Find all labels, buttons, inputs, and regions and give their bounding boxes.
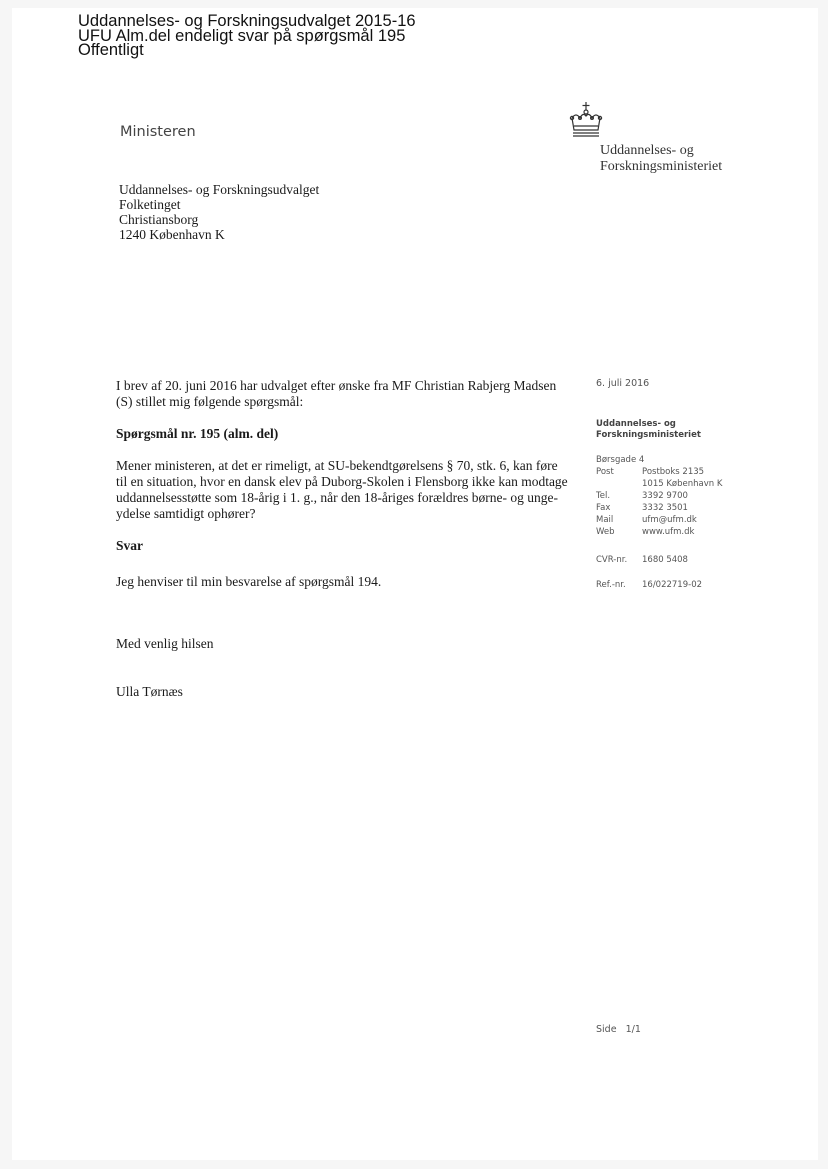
sidebar-tel bbox=[596, 491, 688, 502]
post-label: Post bbox=[596, 467, 614, 477]
sidebar-org bbox=[596, 419, 701, 441]
sidebar-street: Børsgade 4 bbox=[596, 455, 645, 465]
cvr-value: 1680 5408 bbox=[642, 555, 688, 565]
post-value: Postboks 2135 bbox=[642, 467, 705, 477]
question-line3: uddannelsesstøtte som 18-årig i 1. g., når den 18-åriges forældres børne- og unge- bbox=[116, 490, 559, 505]
question-paragraph bbox=[116, 458, 576, 522]
recipient-address bbox=[119, 182, 419, 242]
sidebar-post-city: 1015 København K bbox=[642, 479, 723, 489]
recipient-line1: Uddannelses- og Forskningsudvalget bbox=[119, 182, 320, 197]
sidebar-org-line1: Uddannelses- og bbox=[596, 419, 676, 429]
web-value: www.ufm.dk bbox=[642, 527, 695, 537]
sidebar-ref bbox=[596, 580, 702, 591]
mail-label: Mail bbox=[596, 515, 614, 525]
page-value: 1/1 bbox=[625, 1024, 641, 1035]
stamp-line-status: Offentligt bbox=[78, 41, 144, 59]
ref-label: Ref.-nr. bbox=[596, 580, 626, 590]
mail-value: ufm@ufm.dk bbox=[642, 515, 697, 525]
tel-value: 3392 9700 bbox=[642, 491, 688, 501]
answer-text: Jeg henviser til min besvarelse af spørgsmål 194. bbox=[116, 574, 382, 589]
sidebar-post bbox=[596, 467, 704, 478]
cvr-label: CVR-nr. bbox=[596, 555, 628, 565]
question-heading: Spørgsmål nr. 195 (alm. del) bbox=[116, 426, 279, 441]
closing-greeting: Med venlig hilsen bbox=[116, 636, 214, 651]
sidebar-fax bbox=[596, 503, 688, 514]
web-label: Web bbox=[596, 527, 615, 537]
stamp-line-committee: Uddannelses- og Forskningsudvalget 2015-16 bbox=[78, 12, 416, 30]
signature: Ulla Tørnæs bbox=[116, 684, 183, 699]
ministry-name-line1: Uddannelses- og bbox=[600, 143, 694, 158]
ref-value: 16/022719-02 bbox=[642, 580, 703, 590]
intro-line2: (S) stillet mig følgende spørgsmål: bbox=[116, 394, 304, 409]
intro-line1: I brev af 20. juni 2016 har udvalget efter ønske fra MF Christian Rabjerg Madsen bbox=[116, 378, 557, 393]
page-number bbox=[596, 1024, 641, 1035]
stamp-line-reference: UFU Alm.del endeligt svar på spørgsmål 195 bbox=[78, 27, 406, 45]
question-line4: ydelse samtidigt ophører? bbox=[116, 506, 256, 521]
recipient-line4: 1240 København K bbox=[119, 227, 225, 242]
answer-heading: Svar bbox=[116, 538, 143, 553]
sidebar-web bbox=[596, 527, 694, 538]
sidebar-org-line2: Forskningsministeriet bbox=[596, 430, 701, 440]
letter-date: 6. juli 2016 bbox=[596, 378, 650, 389]
intro-paragraph bbox=[116, 378, 576, 410]
question-line1: Mener ministeren, at det er rimeligt, at SU-bekendtgørelsens § 70, stk. 6, kan føre bbox=[116, 458, 558, 473]
question-line2: til en situation, hvor en dansk elev på Duborg-Skolen i Flensborg ikke kan modtage bbox=[116, 474, 568, 489]
crown-icon bbox=[566, 100, 606, 140]
page-label: Side bbox=[596, 1024, 617, 1035]
fax-label: Fax bbox=[596, 503, 611, 513]
ministry-name-line2: Forskningsministeriet bbox=[600, 159, 723, 174]
fax-value: 3332 3501 bbox=[642, 503, 688, 513]
recipient-line3: Christiansborg bbox=[119, 212, 199, 227]
sender-title: Ministeren bbox=[120, 124, 196, 140]
sidebar-mail bbox=[596, 515, 697, 526]
recipient-line2: Folketinget bbox=[119, 197, 181, 212]
ministry-name bbox=[600, 143, 800, 175]
sidebar-cvr bbox=[596, 555, 688, 566]
tel-label: Tel. bbox=[596, 491, 611, 501]
